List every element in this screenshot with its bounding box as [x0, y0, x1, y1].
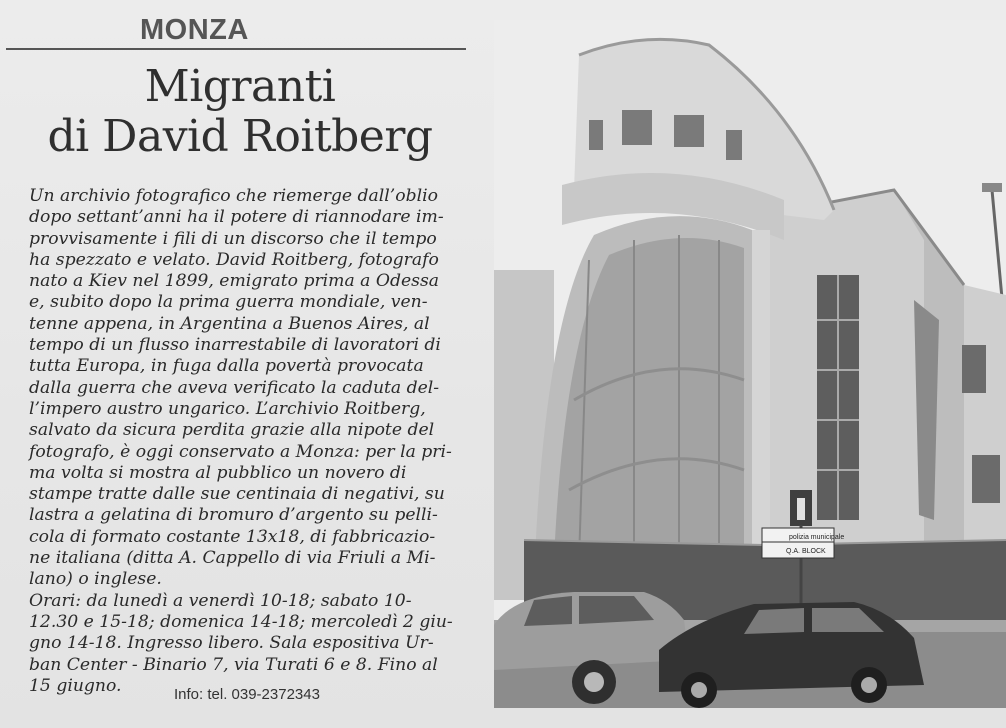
article-line: dopo settant’anni ha il potere di riannodare im-: [29, 207, 444, 228]
article-line: salvato da sicura perdita grazie alla nipote del: [29, 420, 435, 441]
headline-line-1: Migranti: [144, 61, 336, 112]
article-line: 15 giugno.: [29, 675, 122, 696]
section-title: MONZA: [140, 14, 249, 46]
building-photo: [494, 20, 1006, 708]
article-line: ma volta si mostra al pubblico un novero di: [29, 462, 407, 483]
article-body: [29, 186, 453, 697]
article-line: 12.30 e 15-18; domenica 14-18; mercoledì 2 giu-: [29, 611, 453, 632]
article-line: gno 14-18. Ingresso libero. Sala espositiva Ur-: [29, 633, 434, 654]
article-line: ne italiana (ditta A. Cappello di via Friuli a Mi-: [29, 548, 436, 569]
article-line: tutta Europa, in fuga dalla povertà provocata: [29, 356, 424, 377]
article-line: Orari: da lunedì a venerdì 10-18; sabato 10-: [29, 590, 412, 611]
sign-text-1: polizia municipale: [789, 534, 845, 541]
headline-line-2: di David Roitberg: [47, 111, 433, 162]
article-line: stampe tratte dalle sue centinaia di negativi, su: [29, 484, 445, 505]
article-line: Un archivio fotografico che riemerge dall’oblio: [29, 186, 438, 206]
building-illustration: [494, 20, 1006, 708]
info-line: Info: tel. 039-2372343: [174, 686, 320, 703]
article-line: e, subito dopo la prima guerra mondiale, ven-: [29, 292, 428, 313]
sign-text-2: Q.A. BLOCK: [786, 548, 826, 555]
article-line: lano) o inglese.: [29, 569, 162, 590]
headline: [40, 62, 440, 162]
article-line: tempo di un flusso inarrestabile di lavoratori di: [29, 335, 441, 356]
article-line: nato a Kiev nel 1899, emigrato prima a Odessa: [29, 271, 440, 292]
article-line: tenne appena, in Argentina a Buenos Aires, al: [29, 313, 430, 334]
article-line: lastra a gelatina di bromuro d’argento su pelli-: [29, 505, 438, 526]
section-rule: [6, 48, 466, 50]
article-line: ha spezzato e velato. David Roitberg, fotografo: [29, 249, 439, 270]
article-line: fotografo, è oggi conservato a Monza: per la pri-: [29, 441, 452, 462]
article-line: cola di formato costante 13x18, di fabbricazio-: [29, 526, 436, 547]
article-line: dalla guerra che aveva verificato la caduta del-: [29, 377, 440, 398]
article-line: ban Center - Binario 7, via Turati 6 e 8. Fino al: [29, 654, 438, 675]
article-line: provvisamente i fili di un discorso che il tempo: [29, 228, 437, 249]
article-line: l’impero austro ungarico. L’archivio Roitberg,: [29, 398, 426, 419]
